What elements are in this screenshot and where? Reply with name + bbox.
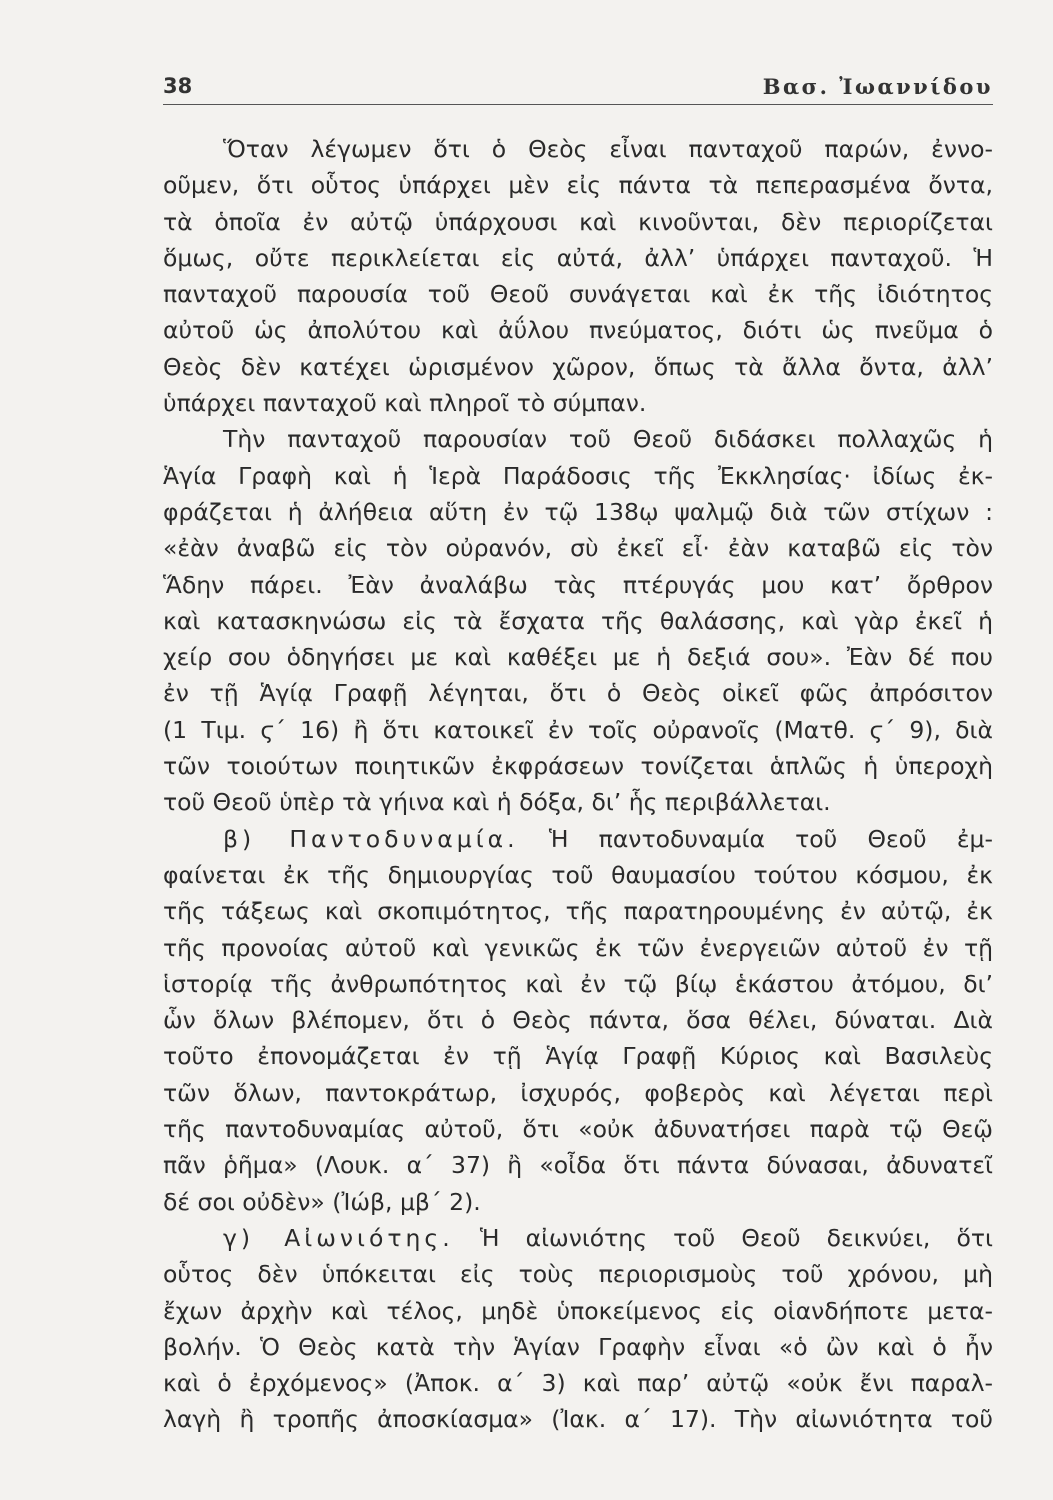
text-line: τοῦτο ἐπονομάζεται ἐν τῇ Ἁγίᾳ Γραφῇ Κύριος καὶ Βασιλεὺς xyxy=(163,1042,993,1071)
text-line: Ἅδην πάρει. Ἐὰν ἀναλάβω τὰς πτέρυγάς μου κατ’ ὄρθρον xyxy=(163,570,993,599)
text-line: τῆς τάξεως καὶ σκοπιμότητος, τῆς παρατηρουμένης ἐν αὐτῷ, ἐκ xyxy=(163,897,993,926)
body-text xyxy=(163,131,993,1438)
text-line: ἐν τῇ Ἁγίᾳ Γραφῇ λέγηται, ὅτι ὁ Θεὸς οἰκεῖ φῶς ἀπρόσιτον xyxy=(163,679,993,708)
text-line: πανταχοῦ παρουσία τοῦ Θεοῦ συνάγεται καὶ ἐκ τῆς ἰδιότητος xyxy=(163,280,993,309)
text-line: ἔχων ἀρχὴν καὶ τέλος, μηδὲ ὑποκείμενος εἰς οἱανδήποτε μετα- xyxy=(163,1296,993,1325)
text-line: πᾶν ῥῆμα» (Λουκ. α΄ 37) ἢ «οἶδα ὅτι πάντα δύνασαι, ἀδυνατεῖ xyxy=(163,1151,993,1180)
text-line: οῦμεν, ὅτι οὗτος ὑπάρχει μὲν εἰς πάντα τὰ πεπερασμένα ὄντα, xyxy=(163,171,993,200)
text-line: τῆς προνοίας αὐτοῦ καὶ γενικῶς ἐκ τῶν ἐνεργειῶν αὐτοῦ ἐν τῇ xyxy=(163,933,993,962)
text-line: δέ σοι οὐδὲν» (Ἰώβ, μβ΄ 2). xyxy=(163,1187,481,1216)
page-number: 38 xyxy=(163,74,193,98)
text-line: οὗτος δὲν ὑπόκειται εἰς τοὺς περιορισμοὺς τοῦ χρόνου, μὴ xyxy=(163,1260,993,1289)
text-line: καὶ κατασκηνώσω εἰς τὰ ἔσχατα τῆς θαλάσσης, καὶ γὰρ ἐκεῖ ἡ xyxy=(163,606,993,635)
text-line: ὅμως, οὔτε περικλείεται εἰς αὐτά, ἀλλ’ ὑπάρχει πανταχοῦ. Ἡ xyxy=(163,243,993,272)
text-line: τῶν ὅλων, παντοκράτωρ, ἰσχυρός, φοβερὸς καὶ λέγεται περὶ xyxy=(163,1078,993,1107)
page-header xyxy=(163,72,993,105)
text-line: (1 Τιμ. ϛ΄ 16) ἢ ὅτι κατοικεῖ ἐν τοῖς οὐρανοῖς (Ματθ. ϛ΄ 9), διὰ xyxy=(163,715,993,744)
text-line: ὑπάρχει πανταχοῦ καὶ πληροῖ τὸ σύμπαν. xyxy=(163,389,647,418)
text-line: τῶν τοιούτων ποιητικῶν ἐκφράσεων τονίζεται ἁπλῶς ἡ ὑπεροχὴ xyxy=(163,752,993,781)
text-line xyxy=(163,821,993,857)
running-head: Βασ. Ἰωαννίδου xyxy=(762,74,993,99)
section-label: γ) Αἰωνιότης. xyxy=(223,1223,454,1252)
text-line-rest: Ἡ αἰωνιότης τοῦ Θεοῦ δεικνύει, ὅτι xyxy=(453,1223,994,1252)
text-line: Τὴν πανταχοῦ παρουσίαν τοῦ Θεοῦ διδάσκει πολλαχῶς ἡ xyxy=(223,425,993,454)
text-line: βολήν. Ὁ Θεὸς κατὰ τὴν Ἁγίαν Γραφὴν εἶναι «ὁ ὢν καὶ ὁ ἦν xyxy=(163,1332,993,1361)
text-line: φράζεται ἡ ἀλήθεια αὕτη ἐν τῷ 138ῳ ψαλμῷ διὰ τῶν στίχων : xyxy=(163,497,993,526)
text-line: ἱστορίᾳ τῆς ἀνθρωπότητος καὶ ἐν τῷ βίῳ ἑκάστου ἀτόμου, δι’ xyxy=(163,969,993,998)
text-line: χείρ σου ὁδηγήσει με καὶ καθέξει με ἡ δεξιά σου». Ἐὰν δέ που xyxy=(163,643,993,672)
text-line: ὧν ὅλων βλέπομεν, ὅτι ὁ Θεὸς πάντα, ὅσα θέλει, δύναται. Διὰ xyxy=(163,1006,993,1035)
text-line: Ὅταν λέγωμεν ὅτι ὁ Θεὸς εἶναι πανταχοῦ παρών, ἐννο- xyxy=(223,135,993,163)
text-line: τοῦ Θεοῦ ὑπὲρ τὰ γήινα καὶ ἡ δόξα, δι’ ἧς περιβάλλεται. xyxy=(163,788,831,817)
text-line-rest: Ἡ παντοδυναμία τοῦ Θεοῦ ἐμ- xyxy=(518,824,993,853)
text-line: λαγὴ ἢ τροπῆς ἀποσκίασμα» (Ἰακ. α΄ 17). Τὴν αἰωνιότητα τοῦ xyxy=(163,1405,993,1434)
text-line: τῆς παντοδυναμίας αὐτοῦ, ὅτι «οὐκ ἀδυνατήσει παρὰ τῷ Θεῷ xyxy=(163,1115,993,1144)
text-line: φαίνεται ἐκ τῆς δημιουργίας τοῦ θαυμασίου τούτου κόσμου, ἐκ xyxy=(163,860,993,889)
text-line: αὐτοῦ ὡς ἀπολύτου καὶ ἀΰλου πνεύματος, διότι ὡς πνεῦμα ὁ xyxy=(163,316,993,345)
section-label: β) Παντοδυναμία. xyxy=(223,824,519,853)
text-line: Θεὸς δὲν κατέχει ὡρισμένον χῶρον, ὅπως τὰ ἄλλα ὄντα, ἀλλ’ xyxy=(163,352,993,381)
text-line: «ἐὰν ἀναβῶ εἰς τὸν οὐρανόν, σὺ ἐκεῖ εἶ· ἐὰν καταβῶ εἰς τὸν xyxy=(163,534,993,563)
text-line: Ἁγία Γραφὴ καὶ ἡ Ἱερὰ Παράδοσις τῆς Ἐκκλησίας· ἰδίως ἐκ- xyxy=(163,461,993,490)
text-line xyxy=(163,1220,993,1256)
text-line: καὶ ὁ ἐρχόμενος» (Ἀποκ. α΄ 3) καὶ παρ’ αὐτῷ «οὐκ ἔνι παραλ- xyxy=(163,1369,993,1398)
text-line: τὰ ὁποῖα ἐν αὐτῷ ὑπάρχουσι καὶ κινοῦνται, δὲν περιορίζεται xyxy=(163,207,993,236)
